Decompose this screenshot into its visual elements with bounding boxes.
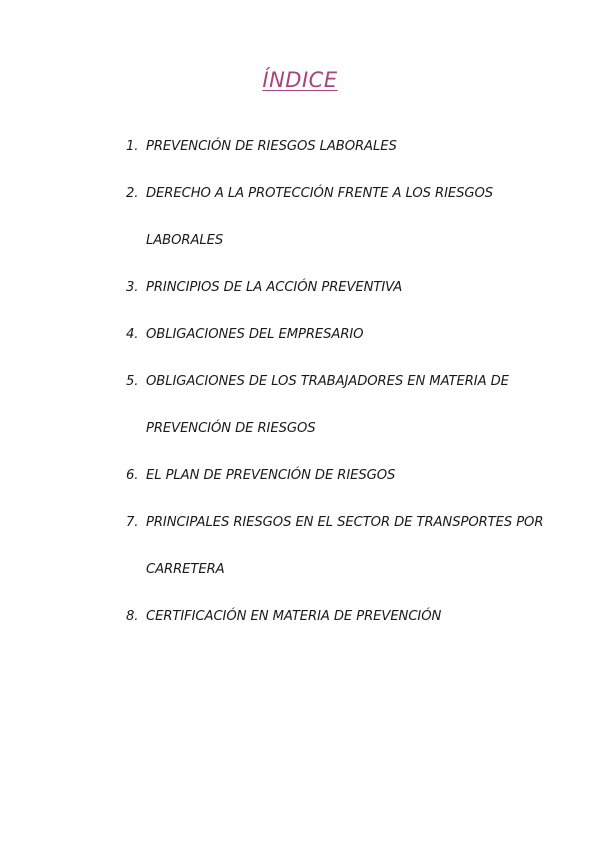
toc-item-4 (126, 311, 546, 358)
toc-item-number: 7. (126, 515, 139, 530)
toc-item-text: OBLIGACIONES DEL EMPRESARIO (146, 327, 364, 342)
toc-item-number: 3. (126, 280, 139, 295)
toc-item-number: 2. (126, 186, 139, 201)
toc-item-text: PRINCIPALES RIESGOS EN EL SECTOR DE TRANSPORTES POR CARRETERA (146, 515, 544, 577)
toc-item-text: OBLIGACIONES DE LOS TRABAJADORES EN MATERIA DE PREVENCIÓN DE RIESGOS (146, 374, 509, 436)
toc-item-6 (126, 452, 546, 499)
table-of-contents (126, 123, 546, 640)
toc-item-8 (126, 593, 546, 640)
toc-item-5 (126, 358, 546, 452)
toc-item-number: 8. (126, 609, 139, 624)
toc-item-text: PREVENCIÓN DE RIESGOS LABORALES (146, 139, 397, 154)
page-title: ÍNDICE (262, 68, 338, 92)
toc-item-text: EL PLAN DE PREVENCIÓN DE RIESGOS (146, 468, 396, 483)
toc-item-number: 5. (126, 374, 139, 389)
toc-item-text: DERECHO A LA PROTECCIÓN FRENTE A LOS RIESGOS LABORALES (146, 186, 494, 248)
toc-item-7 (126, 499, 546, 593)
toc-item-text: PRINCIPIOS DE LA ACCIÓN PREVENTIVA (146, 280, 403, 295)
toc-item-1 (126, 123, 546, 170)
toc-item-number: 1. (126, 139, 139, 154)
toc-item-2 (126, 170, 546, 264)
toc-item-number: 4. (126, 327, 139, 342)
toc-item-text: CERTIFICACIÓN EN MATERIA DE PREVENCIÓN (146, 609, 442, 624)
toc-item-3 (126, 264, 546, 311)
toc-item-number: 6. (126, 468, 139, 483)
